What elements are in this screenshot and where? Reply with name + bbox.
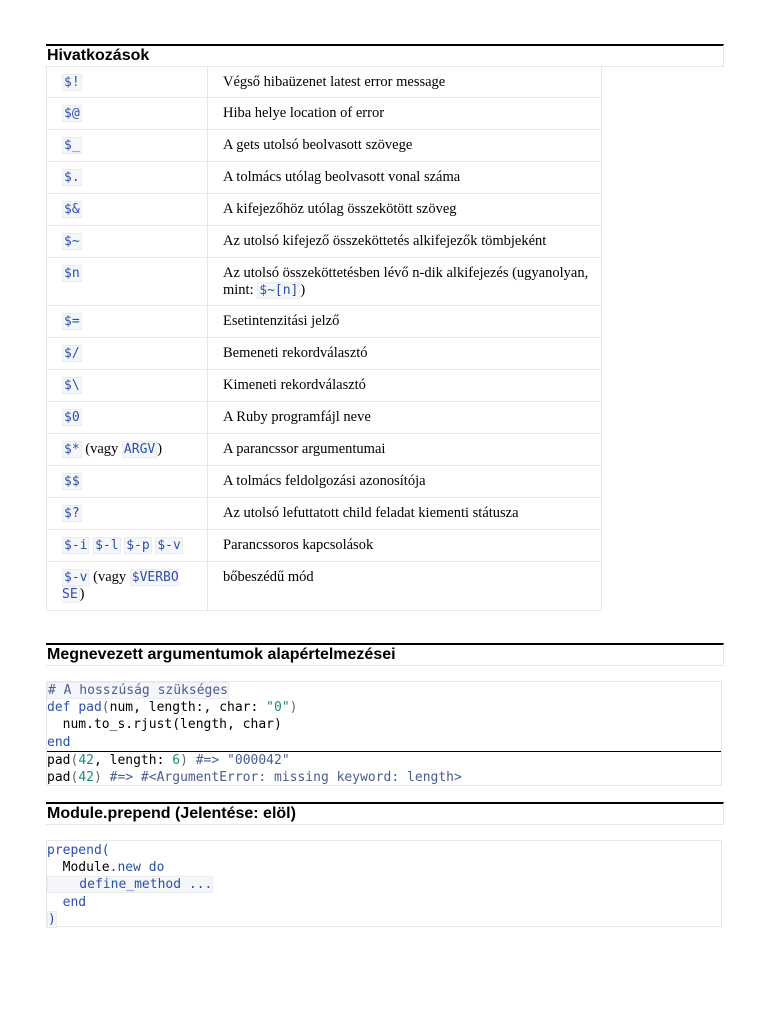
description-cell (208, 338, 602, 370)
description-text: bőbeszédű mód (223, 569, 314, 585)
variable-code: $0 (64, 410, 80, 425)
code-line: end (47, 894, 87, 910)
description-cell (208, 466, 602, 498)
description-text: A tolmács feldolgozási azonosítója (223, 473, 426, 489)
table-row (47, 370, 602, 402)
description-cell (208, 67, 602, 98)
code-block-module-prepend (46, 840, 722, 927)
section-title-named-args: Megnevezett argumentumok alapértelmezései (46, 643, 724, 666)
variable-code: $n (64, 266, 80, 281)
description-text: Az utolsó lefuttatott child feladat kiementi státusza (223, 505, 519, 521)
variable-note: (vagy (89, 569, 130, 585)
description-cell (208, 258, 602, 306)
variable-note-close: ) (79, 586, 85, 602)
variable-cell (47, 130, 208, 162)
table-row (47, 562, 602, 611)
code-line: prepend( (47, 843, 110, 858)
code-line: def pad(num, length:, char: "0") (47, 700, 298, 716)
variable-code: $_ (64, 138, 80, 153)
table-row (47, 402, 602, 434)
description-text: Az utolsó kifejező összeköttetés alkifejezők tömbjeként (223, 233, 547, 249)
variable-code: $\ (64, 378, 80, 393)
code-line: Module.new do (47, 860, 165, 876)
section-title-module-prepend: Module.prepend (Jelentése: elöl) (46, 802, 724, 825)
variable-code: $= (64, 314, 80, 329)
variable-code: $! (64, 75, 80, 90)
description-text: A Ruby programfájl neve (223, 409, 371, 425)
table-row (47, 306, 602, 338)
description-text: Bemeneti rekordválasztó (223, 345, 368, 361)
description-cell (208, 434, 602, 466)
table-row (47, 130, 602, 162)
description-cell (208, 530, 602, 562)
description-text: Hiba helye location of error (223, 105, 385, 121)
reference-table (46, 66, 602, 611)
table-row (47, 498, 602, 530)
description-cell (208, 98, 602, 130)
description-cell (208, 370, 602, 402)
variable-alias-code: $VERBO SE (62, 570, 179, 602)
description-text: Parancssoros kapcsolások (223, 537, 374, 553)
variable-code: $~ (64, 234, 80, 249)
variable-cell (47, 402, 208, 434)
description-cell (208, 562, 602, 611)
variable-cell (47, 306, 208, 338)
variable-cell (47, 466, 208, 498)
description-text: Végső hibaüzenet latest error message (223, 74, 446, 90)
variable-code: $$ (64, 474, 80, 489)
variable-code: $/ (64, 346, 80, 361)
table-row (47, 530, 602, 562)
description-close: ) (300, 282, 306, 298)
description-cell (208, 498, 602, 530)
table-row (47, 162, 602, 194)
variable-code: $? (64, 506, 80, 521)
description-text: Az utolsó összeköttetésben lévő n-dik alkifejezés (ugyanolyan, mint: (223, 265, 589, 298)
table-row (47, 258, 602, 306)
code-line: num.to_s.rjust(length, char) (47, 717, 282, 733)
variable-cell (47, 67, 208, 98)
description-cell (208, 306, 602, 338)
variable-note-close: ) (157, 441, 163, 457)
variable-code: $-v (64, 570, 88, 585)
variable-cell (47, 162, 208, 194)
section-title-hivatkozasok: Hivatkozások (46, 44, 724, 67)
description-cell (208, 162, 602, 194)
variable-code: $. (64, 170, 80, 185)
code-line: end (47, 734, 71, 750)
variable-cell (47, 498, 208, 530)
code-line: define_method ... (48, 877, 213, 893)
description-cell (208, 194, 602, 226)
variable-code: $* (64, 442, 80, 457)
variable-cell (47, 434, 208, 466)
variable-cell (47, 338, 208, 370)
variable-note: (vagy (81, 441, 122, 457)
description-code: $~[n] (259, 283, 299, 298)
variable-cell (47, 562, 208, 611)
variable-code: $-l (95, 538, 119, 553)
table-row (47, 338, 602, 370)
table-row (47, 434, 602, 466)
description-text: A kifejezőhöz utólag összekötött szöveg (223, 201, 457, 217)
variable-cell (47, 194, 208, 226)
table-row (47, 67, 602, 98)
variable-cell (47, 258, 208, 306)
code-line: ) (48, 911, 56, 927)
description-text: A tolmács utólag beolvasott vonal száma (223, 169, 461, 185)
code-line: # A hosszúság szükséges (48, 683, 229, 698)
description-text: Esetintenzitási jelző (223, 313, 340, 329)
description-cell (208, 226, 602, 258)
table-row (47, 98, 602, 130)
description-text: A gets utolsó beolvasott szövege (223, 137, 413, 153)
code-line: pad(42) #=> #<ArgumentError: missing keyword: length> (47, 769, 462, 785)
variable-cell (47, 98, 208, 130)
description-cell (208, 130, 602, 162)
variable-code: $-v (157, 538, 181, 553)
variable-cell (47, 530, 208, 562)
variable-code: $@ (64, 106, 80, 121)
variable-code: $-i (64, 538, 88, 553)
variable-cell (47, 226, 208, 258)
variable-alias-code: ARGV (123, 442, 156, 457)
code-block-named-args (46, 681, 722, 786)
variable-code: $& (64, 202, 80, 217)
description-text: Kimeneti rekordválasztó (223, 377, 366, 393)
table-row (47, 194, 602, 226)
table-row (47, 466, 602, 498)
variable-code: $-p (126, 538, 150, 553)
description-cell (208, 402, 602, 434)
table-row (47, 226, 602, 258)
variable-cell (47, 370, 208, 402)
description-text: A parancssor argumentumai (223, 441, 386, 457)
code-line: pad(42, length: 6) #=> "000042" (47, 751, 721, 769)
